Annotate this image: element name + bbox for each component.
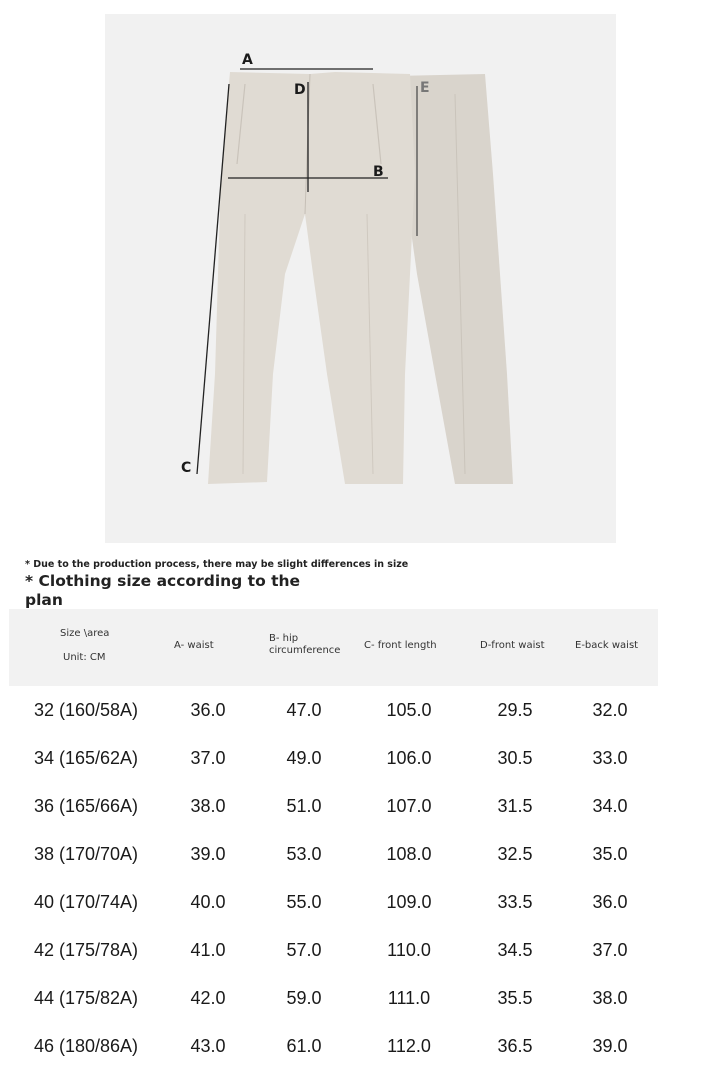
cell-b-hip: 61.0: [286, 1036, 322, 1056]
label-c: C: [181, 460, 192, 476]
cell-e-back-waist: 33.0: [592, 748, 628, 768]
label-b: B: [373, 164, 384, 180]
pants-diagram: [105, 14, 616, 543]
cell-c-front-length: 110.0: [387, 940, 431, 960]
cell-e-back-waist: 32.0: [592, 700, 628, 720]
cell-size: 40 (170/74A): [33, 892, 139, 912]
size-disclaimer: * Due to the production process, there may be slight differences in size: [25, 559, 409, 570]
cell-e-back-waist: 36.0: [592, 892, 628, 912]
cell-size: 36 (165/66A): [33, 796, 139, 816]
cell-a-waist: 41.0: [190, 940, 226, 960]
cell-b-hip: 51.0: [286, 796, 322, 816]
cell-a-waist: 37.0: [190, 748, 226, 768]
cell-d-front-waist: 29.5: [497, 700, 533, 720]
cell-size: 32 (160/58A): [33, 700, 139, 720]
cell-c-front-length: 112.0: [387, 1036, 431, 1056]
cell-a-waist: 39.0: [190, 844, 226, 864]
cell-b-hip: 49.0: [286, 748, 322, 768]
cell-e-back-waist: 39.0: [592, 1036, 628, 1056]
table-row: [0, 887, 720, 917]
table-header: [9, 609, 658, 686]
cell-e-back-waist: 35.0: [592, 844, 628, 864]
cell-e-back-waist: 34.0: [592, 796, 628, 816]
cell-d-front-waist: 34.5: [497, 940, 533, 960]
cell-b-hip: 53.0: [286, 844, 322, 864]
table-row: [0, 983, 720, 1013]
cell-a-waist: 43.0: [190, 1036, 226, 1056]
label-d: D: [294, 82, 306, 98]
cell-d-front-waist: 36.5: [497, 1036, 533, 1056]
cell-a-waist: 38.0: [190, 796, 226, 816]
cell-b-hip: 47.0: [286, 700, 322, 720]
cell-size: 44 (175/82A): [33, 988, 139, 1008]
table-row: [0, 839, 720, 869]
cell-c-front-length: 111.0: [387, 988, 431, 1008]
label-a: A: [242, 52, 253, 68]
cell-e-back-waist: 38.0: [592, 988, 628, 1008]
table-row: [0, 935, 720, 965]
cell-d-front-waist: 33.5: [497, 892, 533, 912]
header-a-waist: A- waist: [174, 640, 214, 651]
header-b-hip-line2: circumference: [269, 645, 341, 656]
cell-d-front-waist: 35.5: [497, 988, 533, 1008]
cell-size: 34 (165/62A): [33, 748, 139, 768]
cell-d-front-waist: 30.5: [497, 748, 533, 768]
cell-a-waist: 42.0: [190, 988, 226, 1008]
header-d-front-waist: D-front waist: [480, 640, 545, 651]
table-row: [0, 791, 720, 821]
cell-e-back-waist: 37.0: [592, 940, 628, 960]
cell-size: 46 (180/86A): [33, 1036, 139, 1056]
cell-c-front-length: 107.0: [386, 796, 432, 816]
pants-front-panel: [208, 72, 415, 484]
cell-b-hip: 59.0: [286, 988, 322, 1008]
header-unit: Unit: CM: [63, 652, 106, 663]
cell-d-front-waist: 31.5: [497, 796, 533, 816]
cell-d-front-waist: 32.5: [497, 844, 533, 864]
header-b-hip-line1: B- hip: [269, 633, 299, 644]
cell-size: 42 (175/78A): [33, 940, 139, 960]
header-e-back-waist: E-back waist: [575, 640, 639, 651]
header-c-front-length: C- front length: [364, 640, 437, 651]
table-row: [0, 695, 720, 725]
table-row: [0, 743, 720, 773]
cell-a-waist: 40.0: [190, 892, 226, 912]
cell-a-waist: 36.0: [190, 700, 226, 720]
size-chart-title: * Clothing size according to the plan: [25, 572, 301, 609]
cell-c-front-length: 108.0: [386, 844, 432, 864]
header-size-area: Size \area: [60, 628, 110, 639]
cell-b-hip: 55.0: [286, 892, 322, 912]
cell-size: 38 (170/70A): [33, 844, 139, 864]
table-row: [0, 1031, 720, 1061]
cell-c-front-length: 106.0: [386, 748, 432, 768]
cell-c-front-length: 109.0: [386, 892, 432, 912]
cell-c-front-length: 105.0: [386, 700, 432, 720]
cell-b-hip: 57.0: [286, 940, 322, 960]
product-photo: [105, 14, 616, 543]
label-e: E: [420, 80, 430, 96]
